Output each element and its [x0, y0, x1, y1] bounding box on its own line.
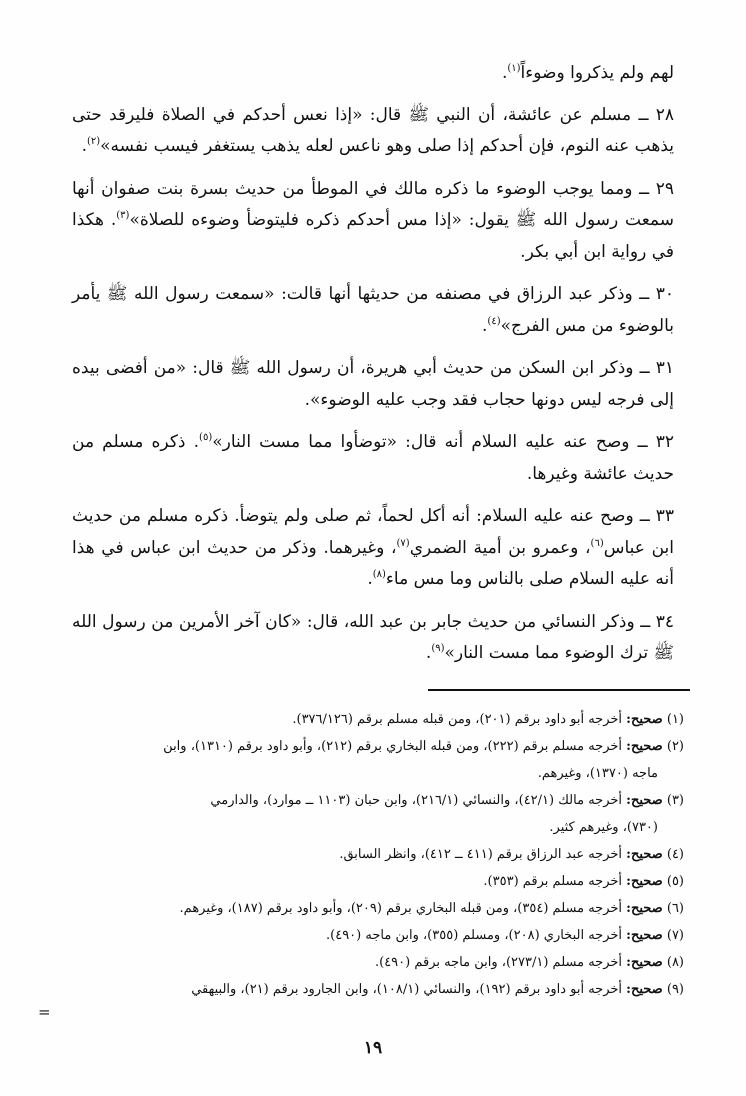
footnote-4: (٤) صحيح: أخرجه عبد الرزاق برقم (٤١١ ــ ٤١٢)، وانظر السابق.	[339, 847, 684, 862]
hadith-31: ٣١ ــ وذكر ابن السكن من حديث أبي هريرة، أن رسول الله ﷺ قال: «من أفضى بيده إلى فرجه ليس دونها حجاب فقد وجب عليه الوضوء».	[72, 358, 674, 410]
paragraph-continuation: لهم ولم يذكروا وضوءاً$^{(١)}$.	[501, 63, 674, 83]
hadith-29: ٢٩ ــ ومما يوجب الوضوء ما ذكره مالك في الموطأ من حديث بسرة بنت صفوان أنها سمعت رسول الله ﷺ يقول: «إذا مس أحدكم ذكره فليتوضأ وضوءه للصلاة»$^{(٣)}$. هكذا في رواية ابن أبي بكر.	[72, 178, 674, 262]
footnote-ref: (٨)	[372, 569, 386, 580]
page-number: ١٩	[363, 1038, 383, 1058]
continuation-mark: =	[38, 1003, 51, 1021]
footnote-7: (٧) صحيح: أخرجه البخاري (٢٠٨)، ومسلم (٣٥٥)، وابن ماجه (٤٩٠).	[326, 928, 684, 943]
hadith-28: ٢٨ ــ مسلم عن عائشة، أن النبي ﷺ قال: «إذا نعس أحدكم في الصلاة فليرقد حتى يذهب عنه النوم، فإن أحدكم إذا صلى وهو ناعس لعله يذهب يستغفر فيسب نفسه»$^{(٢)}$.	[72, 104, 674, 156]
footnote-5: (٥) صحيح: أخرجه مسلم برقم (٣٥٣).	[483, 874, 684, 889]
footnote-3: (٣) صحيح: أخرجه مالك (٤٢/١)، والنسائي (٢١٦/١)، وابن حبان (١١٠٣ ــ موارد)، والدارمي	[210, 793, 684, 808]
footnote-2: (٢) صحيح: أخرجه مسلم برقم (٢٢٢)، ومن قبله البخاري برقم (٢١٢)، وأبو داود برقم (١٣١٠)، وابن	[163, 739, 684, 754]
main-text	[72, 58, 674, 681]
footnote-2-continuation: ماجه (١٣٧٠)، وغيرهم.	[537, 766, 658, 781]
footnote-ref: (٧)	[396, 537, 410, 549]
hadith-34: ٣٤ ــ وذكر النسائي من حديث جابر بن عبد الله، قال: «كان آخر الأمرين من رسول الله ﷺ ترك الوضوء مما مست النار»$^{(٩)}$.	[72, 611, 674, 663]
footnote-ref: (٩)	[431, 643, 445, 654]
footnote-ref: (٢)	[86, 136, 101, 147]
footnote-1: (١) صحيح: أخرجه أبو داود برقم (٢٠١)، ومن قبله مسلم برقم (٣٧٦/١٢٦).	[292, 712, 684, 727]
footnote-3-continuation: (٧٣٠)، وغيرهم كثير.	[549, 820, 658, 835]
footnote-separator	[428, 689, 690, 691]
footnote-9: (٩) صحيح: أخرجه أبو داود برقم (١٩٢)، والنسائي (١٠٨/١)، وابن الجارود برقم (٢١)، والبيهقي	[191, 982, 684, 997]
footnote-ref: (٥)	[199, 432, 213, 443]
footnote-6: (٦) صحيح: أخرجه مسلم (٣٥٤)، ومن قبله البخاري برقم (٢٠٩)، وأبو داود برقم (١٨٧)، وغيرهم.	[179, 901, 684, 916]
hadith-33: ٣٣ ــ وصح عنه عليه السلام: أنه أكل لحماً، ثم صلى ولم يتوضأ. ذكره مسلم من حديث ابن عباس$^{(٦)}$، وعمرو بن أمية الضمري$^{(٧)}$، وغيرهما. وذكر من حديث ابن عباس في هذا أنه عليه السلام صلى بالناس وما مس ماء$^{(٨)}$.	[72, 506, 674, 589]
footnote-8: (٨) صحيح: أخرجه مسلم (٢٧٣/١)، وابن ماجه برقم (٤٩٠).	[374, 955, 684, 970]
footnote-ref: (٦)	[590, 537, 604, 549]
footnote-ref: (٤)	[487, 315, 501, 327]
hadith-32: ٣٢ ــ وصح عنه عليه السلام أنه قال: «توضأوا مما مست النار»$^{(٥)}$. ذكره مسلم من حديث عائشة وغيرها.	[72, 432, 675, 484]
hadith-30: ٣٠ ــ وذكر عبد الرزاق في مصنفه من حديثها أنها قالت: «سمعت رسول الله ﷺ يأمر بالوضوء من مس الفرج»$^{(٤)}$.	[72, 284, 674, 336]
footnote-ref: (٣)	[116, 210, 130, 221]
footnotes	[50, 706, 684, 1003]
footnote-ref: (١)	[507, 63, 521, 74]
